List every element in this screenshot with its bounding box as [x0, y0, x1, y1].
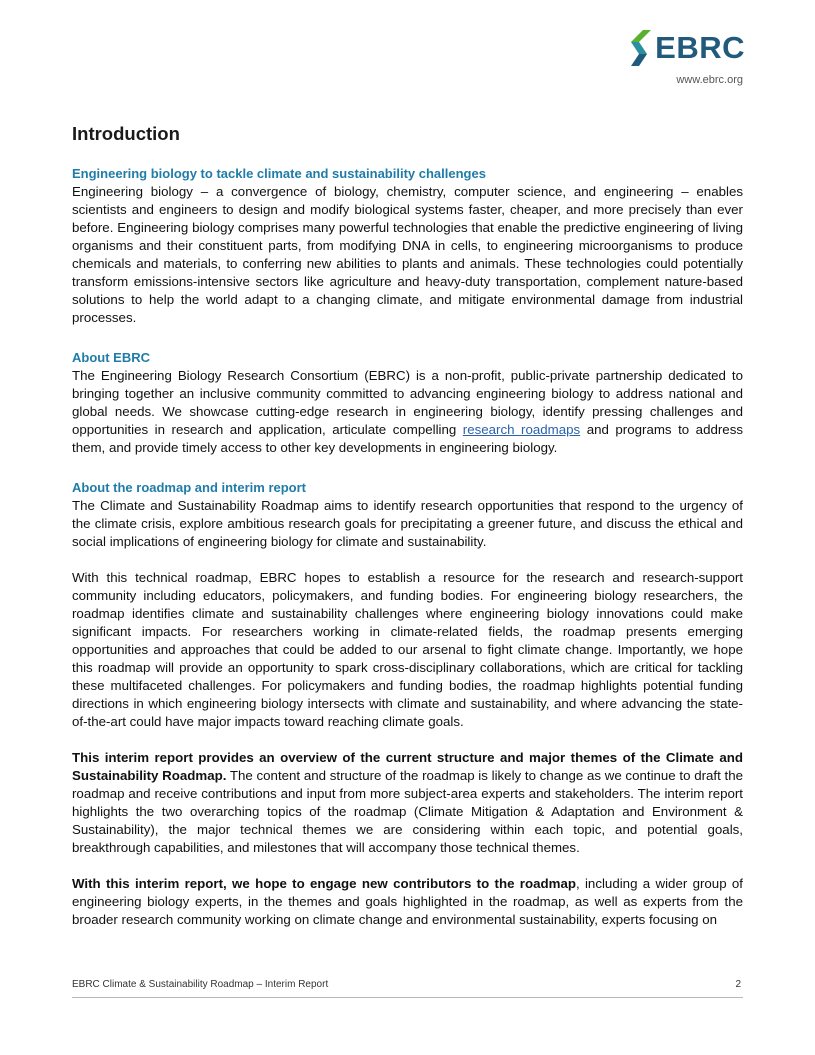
- section-heading-roadmap: About the roadmap and interim report: [72, 480, 307, 495]
- paragraph-technical-roadmap: With this technical roadmap, EBRC hopes to establish a resource for the research and research-support community including educators, policymakers, and funding bodies. For engineering biology researchers, the roadmap identifies climate and sustainability challenges where engineering biology innovations could make significant impacts. For researchers working in climate-related fields, the roadmap presents emerging opportunities and approaches that could be added to our arsenal to fight climate change. Importantly, we hope this roadmap will provide an opportunity to spark cross-disciplinary collaborations, which are critical for tackling these multifaceted challenges. For policymakers and funding bodies, the roadmap highlights potential funding directions in which engineering biology intersects with climate and sustainability, and where advancing the state-of-the-art could have major impacts toward reaching climate goals.: [72, 570, 743, 729]
- paragraph-engineering-biology: Engineering biology – a convergence of biology, chemistry, computer science, and engineering – enables scientists and engineers to design and modify biological systems faster, cheaper, and more precisely than ever before. Engineering biology comprises many powerful technologies that enable the predictive engineering of living organisms and their constituent parts, from modifying DNA in cells, to engineering microorganisms to produce chemicals and materials, to conferring new abilities to plants and animals. These technologies could potentially transform emissions-intensive sectors like agriculture and heavy-duty transportation, complement nature-based solutions to help the world adapt to a changing climate, and mitigate environmental damage from industrial processes.: [72, 184, 743, 325]
- paragraph-roadmap-aims: The Climate and Sustainability Roadmap aims to identify research opportunities that respond to the urgency of the climate crisis, explore ambitious research goals for precipitating a greener future, and discuss the ethical and social implications of engineering biology for climate and sustainability.: [72, 498, 743, 549]
- text-run: and programs to address them, and provide timely access to other key developments in engineering biology.: [72, 422, 743, 455]
- research-roadmaps-link[interactable]: research roadmaps: [462, 422, 581, 437]
- bold-text-run: This interim report provides an overview of the current structure and major themes of the Climate and Sustainability Roadmap.: [72, 750, 743, 783]
- spacer: [72, 731, 743, 749]
- paragraph-engage-contributors: [72, 875, 743, 929]
- brand-name: EBRC: [655, 30, 745, 65]
- text-run: The content and structure of the roadmap is likely to change as we continue to draft the roadmap and receive contributions and input from more subject-area experts and stakeholders. The interim report highlights the two overarching topics of the roadmap (Climate Mitigation & Adaptation and Environment & Sustainability), the major technical themes we are considering within each topic, and potential goals, breakthrough capabilities, and milestones that will accompany those technical themes.: [72, 768, 743, 855]
- page-number: 2: [735, 979, 741, 990]
- main-content: [72, 122, 743, 929]
- site-url[interactable]: www.ebrc.org: [676, 74, 743, 86]
- spacer: [72, 327, 743, 345]
- section-heading-engineering-biology: Engineering biology to tackle climate and sustainability challenges: [72, 166, 486, 181]
- page-title: Introduction: [72, 123, 180, 144]
- paragraph-about-ebrc: [72, 367, 743, 457]
- text-run: The Engineering Biology Research Consortium (EBRC) is a non-profit, public-private partnership dedicated to bringing together an inclusive community committed to advancing engineering biology to address national and global needs. We showcase cutting-edge research in engineering biology, identify pressing challenges and opportunities in research and application, articulate compelling: [72, 368, 743, 437]
- spacer: [72, 857, 743, 875]
- ebrc-logo-mark-icon: [629, 30, 651, 66]
- text-run: , including a wider group of engineering biology experts, in the themes and goals highlighted in the roadmap, as well as experts from the broader research community working on climate change and environmental sustainability, experts focusing on: [72, 876, 743, 927]
- ebrc-logo: [629, 30, 745, 66]
- footer-title: EBRC Climate & Sustainability Roadmap – Interim Report: [72, 979, 329, 990]
- bold-text-run: With this interim report, we hope to engage new contributors to the roadmap: [72, 876, 576, 891]
- spacer: [72, 457, 743, 475]
- page-header: [595, 30, 745, 92]
- section-heading-about-ebrc: About EBRC: [72, 350, 150, 365]
- spacer: [72, 551, 743, 569]
- paragraph-interim-report: [72, 749, 743, 857]
- page-footer: [72, 977, 743, 998]
